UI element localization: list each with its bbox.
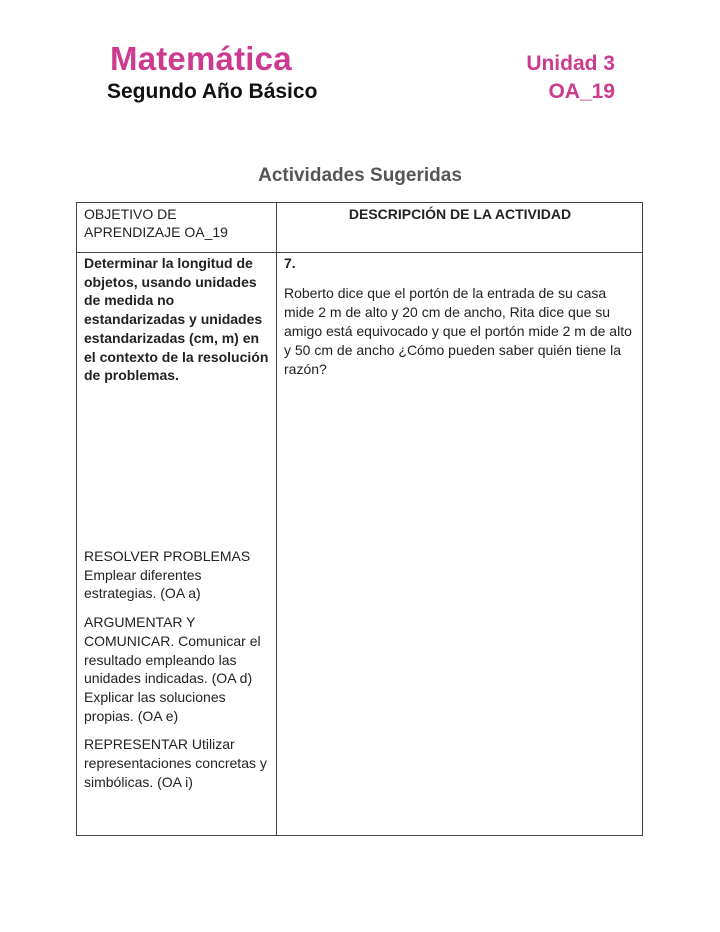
oa-code: OA_19 (548, 80, 615, 103)
subject-title: Matemática (110, 40, 292, 77)
skill-argumentar-comunicar: ARGUMENTAR Y COMUNICAR. Comunicar el resultado empleando las unidades indicadas. (OA d) Explicar las soluciones propias. (OA e) (84, 614, 261, 724)
activity-description: Roberto dice que el portón de la entrada de su casa mide 2 m de alto y 20 cm de ancho, Rita dice que su amigo está equivocado y que el portón mide 2 m de alto y 50 cm de ancho ¿Cómo pueden saber quién tiene la razón? (284, 285, 632, 377)
unit-label: Unidad 3 (526, 52, 615, 75)
skill-representar: REPRESENTAR Utilizar representaciones concretas y simbólicas. (OA i) (84, 736, 267, 790)
skill-resolver-problemas: RESOLVER PROBLEMAS Emplear diferentes estrategias. (OA a) (84, 548, 251, 602)
header-divider (77, 252, 642, 253)
grade-level: Segundo Año Básico (107, 80, 318, 103)
activity-number: 7. (284, 255, 296, 271)
description-column-header: DESCRIPCIÓN DE LA ACTIVIDAD (348, 206, 572, 222)
activity-table (76, 202, 643, 836)
learning-objective: Determinar la longitud de objetos, usando unidades de medida no estandarizadas y unidades estandarizadas (cm, m) en el contexto de la resolución de problemas. (84, 255, 269, 384)
objective-column-header: OBJETIVO DE APRENDIZAJE OA_19 (84, 206, 228, 240)
skills-list (84, 547, 274, 801)
section-title: Actividades Sugeridas (258, 165, 462, 186)
column-divider (276, 203, 277, 835)
